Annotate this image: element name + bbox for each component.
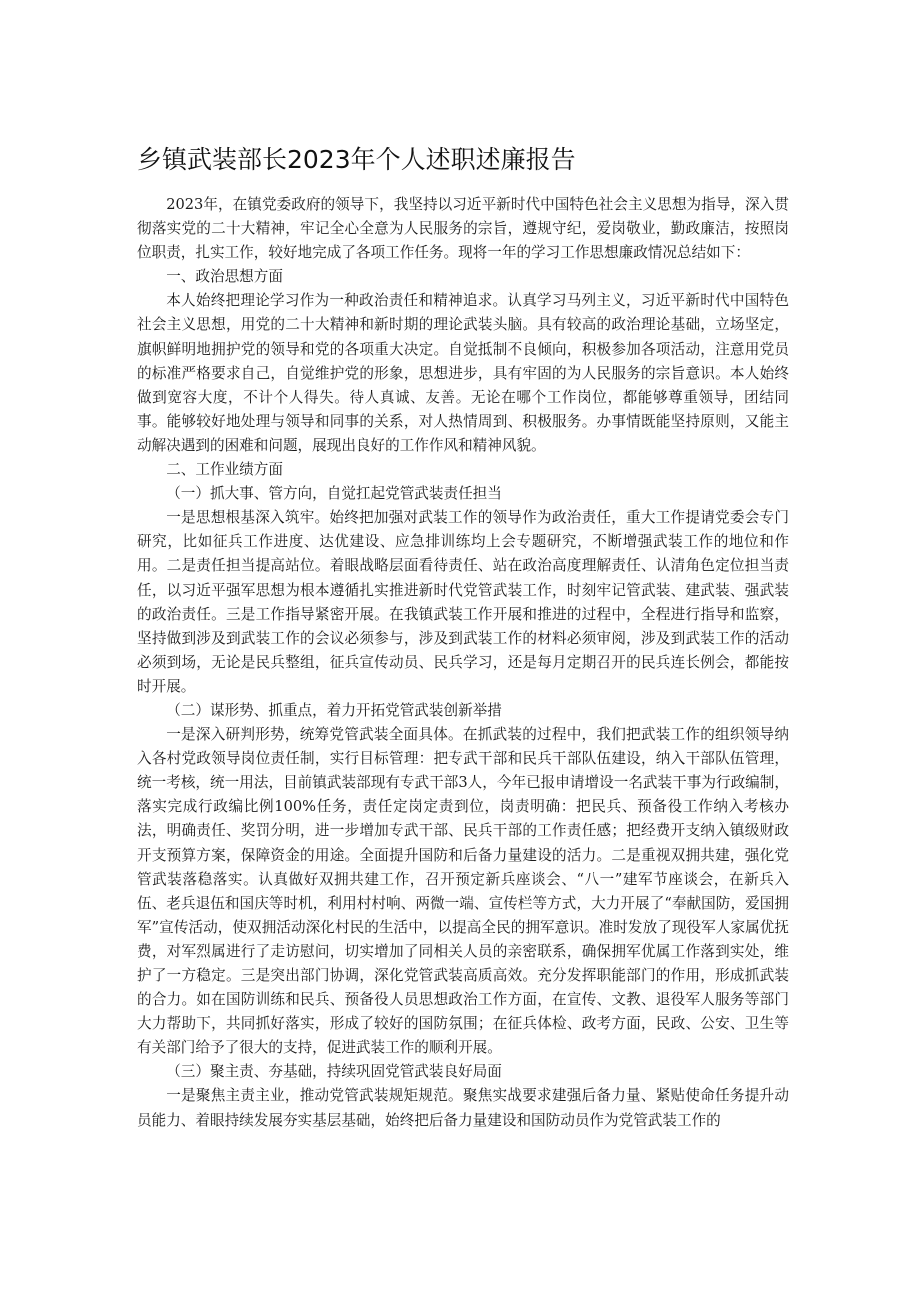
section-heading-political: 一、政治思想方面 xyxy=(166,268,283,286)
subsection-heading-3: （三）聚主责、夯基础，持续巩固党管武装良好局面 xyxy=(166,1063,502,1081)
political-paragraph: 本人始终把理论学习作为一种政治责任和精神追求。认真学习马列主义，习近平新时代中国特色社会主义思想，用党的二十大精神和新时期的理论武装头脑。具有较高的政治理论基础，立场坚定，旗帜鲜明地拥护党的领导和党的各项重大决定。自觉抵制不良倾向，积极参加各项活动，注意用党员的标准严格要求自己，自觉维护党的形象，思想进步，具有牢固的为人民服务的宗旨意识。本人始终做到宽容大度，不计个人得失。待人真诚、友善。无论在哪个工作岗位，都能够尊重领导，团结同事。能够较好地处理与领导和同事的关系，对人热情周到、积极服务。办事情既能坚持原则，又能主动解决遇到的困难和问题，展现出良好的工作作风和精神风貌。 xyxy=(137,292,789,454)
subsection-paragraph-2: 一是深入研判形势，统筹党管武装全面具体。在抓武装的过程中，我们把武装工作的组织领导纳入各村党政领导岗位责任制，实行目标管理：把专武干部和民兵干部队伍建设，纳入干部队伍管理，统一考核，统一用法，目前镇武装部现有专武干部3人，今年已报申请增设一名武装干事为行政编制，落实完成行政编比例100%任务，责任定岗定责到位，岗责明确：把民兵、预备役工作纳入考核办法，明确责任、奖罚分明，进一步增加专武干部、民兵干部的工作责任感；把经费开支纳入镇级财政开支预算方案，保障资金的用途。全面提升国防和后备力量建设的活力。二是重视双拥共建，强化党管武装落稳落实。认真做好双拥共建工作，召开预定新兵座谈会、“八一”建军节座谈会，在新兵入伍、老兵退伍和国庆等时机，利用村村响、两微一端、宣传栏等方式，大力开展了“奉献国防，爱国拥军”宣传活动，使双拥活动深化村民的生活中，以提高全民的拥军意识。准时发放了现役军人家属优抚费，对军烈属进行了走访慰问，切实增加了同相关人员的亲密联系，确保拥军优属工作落到实处，维护了一方稳定。三是突出部门协调，深化党管武装高质高效。充分发挥职能部门的作用，形成抓武装的合力。如在国防训练和民兵、预备役人员思想政治工作方面，在宣传、文教、退役军人服务等部门大力帮助下，共同抓好落实，形成了较好的国防氛围；在征兵体检、政考方面，民政、公安、卫生等有关部门给予了很大的支持，促进武装工作的顺利开展。 xyxy=(137,726,789,1057)
subsection-heading-2: （二）谋形势、抓重点，着力开拓党管武装创新举措 xyxy=(166,701,502,719)
document-title: 乡镇武装部长2023年个人述职述廉报告 xyxy=(137,145,576,174)
document-body xyxy=(137,193,789,1133)
section-heading-performance: 二、工作业绩方面 xyxy=(166,461,283,479)
subsection-paragraph-1: 一是思想根基深入筑牢。始终把加强对武装工作的领导作为政治责任，重大工作提请党委会专门研究，比如征兵工作进度、达优建设、应急排训练均上会专题研究，不断增强武装工作的地位和作用。二是责任担当提高站位。着眼战略层面看待责任、站在政治高度理解责任、认清角色定位担当责任，以习近平强军思想为根本遵循扎实推进新时代党管武装工作，时刻牢记管武装、建武装、强武装的政治责任。三是工作指导紧密开展。在我镇武装工作开展和推进的过程中，全程进行指导和监察，坚持做到涉及到武装工作的会议必须参与，涉及到武装工作的材料必须审阅，涉及到武装工作的活动必须到场，无论是民兵整组，征兵宣传动员、民兵学习，还是每月定期召开的民兵连长例会，都能按时开展。 xyxy=(137,509,789,695)
subsection-heading-1: （一）抓大事、管方向，自觉扛起党管武装责任担当 xyxy=(166,485,502,503)
intro-paragraph: 2023年，在镇党委政府的领导下，我坚持以习近平新时代中国特色社会主义思想为指导，深入贯彻落实党的二十大精神，牢记全心全意为人民服务的宗旨，遵规守纪，爱岗敬业，勤政廉洁，按照岗位职责，扎实工作，较好地完成了各项工作任务。现将一年的学习工作思想廉政情况总结如下： xyxy=(137,196,789,262)
subsection-paragraph-3: 一是聚焦主责主业，推动党管武装规矩规范。聚焦实战要求建强后备力量、紧贴使命任务提升动员能力、着眼持续发展夯实基层基础，始终把后备力量建设和国防动员作为党管武装工作的 xyxy=(137,1087,789,1129)
